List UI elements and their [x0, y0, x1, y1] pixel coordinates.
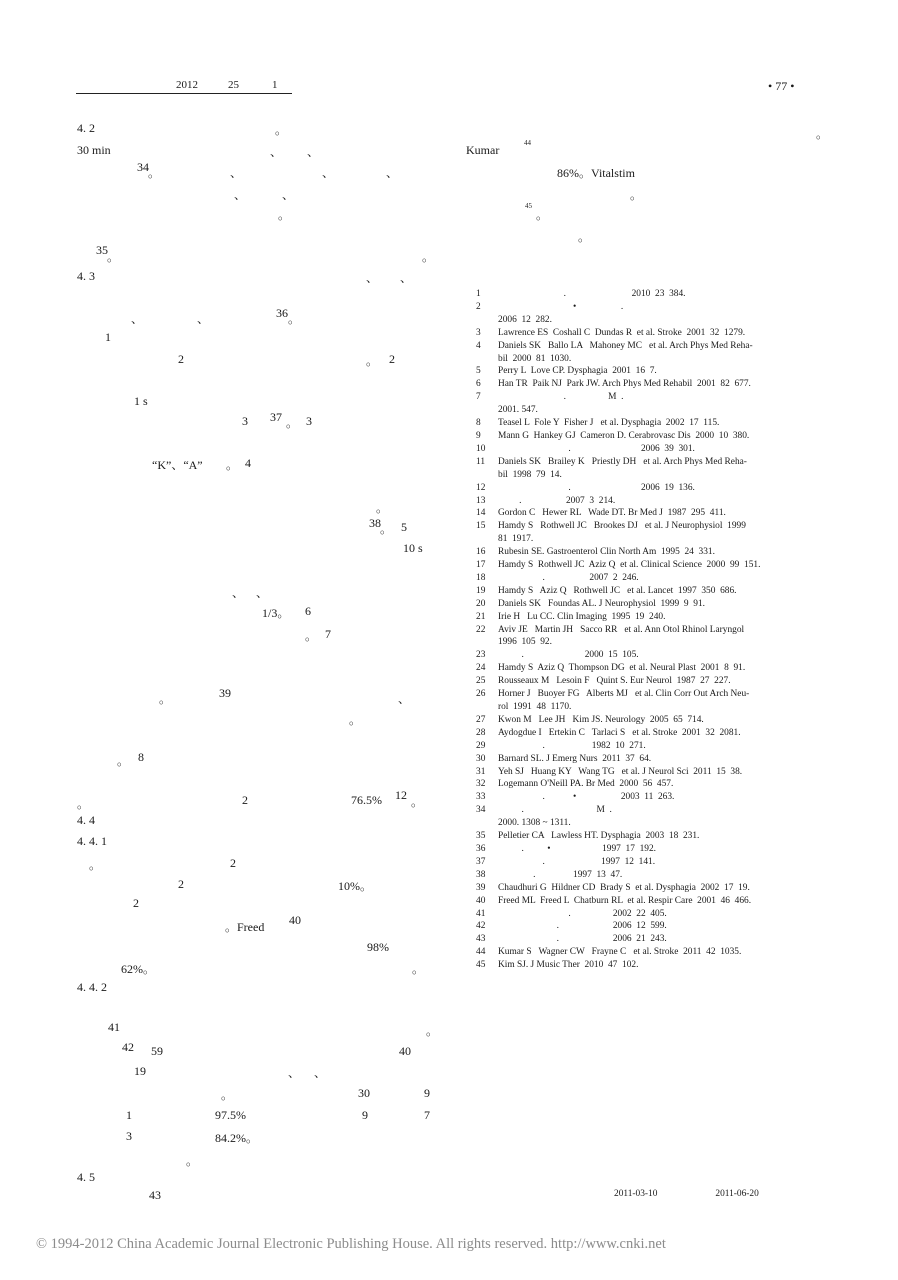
reference-text: Irie H Lu CC. Clin Imaging 1995 19 240.	[498, 611, 666, 622]
reference-text: Rousseaux M Lesoin F Quint S. Eur Neurol 1987 27 227.	[498, 676, 731, 687]
reference-item	[476, 791, 826, 804]
text-fragment: 97.5%	[215, 1108, 246, 1122]
reference-number: 32	[476, 779, 486, 790]
text-fragment: “K”、“A”	[152, 458, 203, 472]
reference-item	[476, 959, 826, 972]
text-fragment: 3	[126, 1129, 132, 1143]
reference-item	[476, 456, 826, 469]
reference-number: 12	[476, 482, 486, 493]
punctuation: 、	[230, 166, 243, 180]
reference-item	[476, 636, 826, 649]
reference-item	[476, 740, 826, 753]
reference-number: 4	[476, 340, 481, 351]
punctuation: 。	[305, 629, 318, 643]
reference-item	[476, 714, 826, 727]
reference-number: 34	[476, 805, 486, 816]
reference-item	[476, 417, 826, 430]
reference-number: 6	[476, 379, 481, 390]
section-heading: 4. 4. 2	[77, 980, 107, 994]
reference-item	[476, 520, 826, 533]
reference-item	[476, 546, 826, 559]
reference-text: Freed ML Freed L Chatburn RL et al. Respir Care 2001 46 466.	[498, 895, 752, 906]
punctuation: 、	[270, 145, 283, 159]
reference-text: . • 1997 17 192.	[498, 843, 656, 854]
reference-number: 44	[476, 947, 486, 958]
punctuation: 、	[232, 586, 245, 600]
punctuation: 、	[314, 1066, 327, 1080]
reference-text: 2001. 547.	[498, 405, 538, 416]
reference-text: Aviv JE Martin JH Sacco RR et al. Ann Otol Rhinol Laryngol	[498, 624, 745, 635]
reference-text: Lawrence ES Coshall C Dundas R et al. Stroke 2001 32 1279.	[498, 327, 746, 338]
reference-number	[476, 469, 498, 482]
punctuation: 。	[275, 123, 288, 137]
punctuation: 。	[288, 312, 301, 326]
citation-superscript: 40	[289, 913, 301, 927]
reference-text: Chaudhuri G Hildner CD Brady S et al. Dysphagia 2002 17 19.	[498, 882, 750, 893]
article-dates	[614, 1189, 759, 1199]
reference-text: Hamdy S Aziz Q Thompson DG et al. Neural Plast 2001 8 91.	[498, 663, 746, 674]
text-fragment: 3	[306, 414, 312, 428]
reference-number: 11	[476, 456, 486, 467]
reference-text: 2000. 1308 ~ 1311.	[498, 818, 571, 829]
citation-superscript: 44	[524, 139, 531, 147]
punctuation: 、	[307, 145, 320, 159]
references-list	[476, 288, 826, 972]
reference-text: Han TR Paik NJ Park JW. Arch Phys Med Rehabil 2001 82 677.	[498, 379, 751, 390]
reference-number: 39	[476, 882, 486, 893]
reference-number: 24	[476, 663, 486, 674]
reference-text: Daniels SK Ballo LA Mahoney MC et al. Arch Phys Med Reha-	[498, 340, 753, 351]
punctuation: 。	[349, 713, 362, 727]
reference-item	[476, 301, 826, 314]
citation-superscript: 41	[108, 1020, 120, 1034]
punctuation: 。	[536, 208, 549, 222]
journal-volume: 25	[228, 79, 239, 91]
text-fragment: 62%。	[121, 962, 155, 976]
reference-item	[476, 495, 826, 508]
reference-number: 28	[476, 727, 486, 738]
citation-superscript: 34	[137, 160, 149, 174]
text-fragment: 2	[178, 352, 184, 366]
reference-text: Pelletier CA Lawless HT. Dysphagia 2003 18 231.	[498, 831, 700, 842]
reference-number: 42	[476, 921, 486, 932]
text-fragment: 98%	[367, 940, 389, 954]
reference-item	[476, 624, 826, 637]
reference-number: 9	[476, 430, 481, 441]
reference-text: Kim SJ. J Music Ther 2010 47 102.	[498, 960, 639, 971]
text-fragment: 2	[242, 793, 248, 807]
reference-item	[476, 365, 826, 378]
punctuation: 。	[117, 754, 130, 768]
reference-item	[476, 378, 826, 391]
reference-number	[476, 314, 498, 327]
journal-issue: 1	[272, 79, 278, 91]
reference-text: . 1982 10 271.	[498, 740, 646, 751]
text-fragment: 。Freed	[225, 920, 265, 934]
reference-item	[476, 856, 826, 869]
reference-item	[476, 572, 826, 585]
reference-number: 10	[476, 443, 486, 454]
page-number: • 77 •	[768, 79, 795, 93]
reference-text: Daniels SK Foundas AL. J Neurophysiol 1999 9 91.	[498, 598, 706, 609]
reference-text: Logemann O'Neill PA. Br Med 2000 56 457.	[498, 779, 674, 790]
reference-text: 2006 12 282.	[498, 314, 552, 325]
reference-item	[476, 404, 826, 417]
punctuation: 。	[380, 522, 393, 536]
reference-item	[476, 882, 826, 895]
reference-number	[476, 404, 498, 417]
citation-superscript: 36	[276, 306, 288, 320]
reference-number: 38	[476, 869, 486, 880]
punctuation: 。	[221, 1088, 234, 1102]
reference-item	[476, 766, 826, 779]
reference-number: 33	[476, 792, 486, 803]
reference-text: . 2006 21 243.	[498, 934, 667, 945]
punctuation: 。	[89, 858, 102, 872]
text-fragment: 1	[105, 330, 111, 344]
reference-item	[476, 469, 826, 482]
text-fragment: 10 s	[403, 541, 423, 555]
punctuation: 。	[411, 795, 424, 809]
reference-text: Hamdy S Rothwell JC Brookes DJ et al. J Neurophysiol 1999	[498, 521, 746, 532]
reference-number: 35	[476, 831, 486, 842]
reference-number	[476, 636, 498, 649]
reference-number: 43	[476, 934, 486, 945]
text-fragment: 1	[126, 1108, 132, 1122]
reference-number: 40	[476, 895, 486, 906]
reference-item	[476, 920, 826, 933]
text-fragment: 9	[424, 1086, 430, 1100]
punctuation: 。	[426, 1024, 439, 1038]
reference-item	[476, 443, 826, 456]
reference-number: 14	[476, 508, 486, 519]
text-fragment: 6	[305, 604, 311, 618]
section-heading: 4. 3	[77, 269, 95, 283]
reference-text: Hamdy S Rothwell JC Aziz Q et al. Clinical Science 2000 99 151.	[498, 560, 761, 571]
punctuation: 。	[816, 127, 829, 141]
received-date: 2011-03-10	[614, 1189, 658, 1199]
punctuation: 。	[77, 797, 90, 811]
reference-text: Rubesin SE. Gastroenterol Clin North Am 1995 24 331.	[498, 547, 715, 558]
reference-item	[476, 701, 826, 714]
reference-number: 3	[476, 327, 481, 338]
reference-item	[476, 430, 826, 443]
reference-item	[476, 933, 826, 946]
reference-item	[476, 340, 826, 353]
punctuation: 、	[131, 312, 144, 326]
text-fragment: 40	[399, 1044, 411, 1058]
reference-item	[476, 598, 826, 611]
reference-item	[476, 804, 826, 817]
text-fragment: 2	[178, 877, 184, 891]
reference-text: . 2006 19 136.	[498, 482, 695, 493]
reference-item	[476, 611, 826, 624]
reference-item	[476, 288, 826, 301]
reference-number	[476, 353, 498, 366]
citation-superscript: 38	[369, 516, 381, 530]
text-fragment: 7	[424, 1108, 430, 1122]
reference-number: 25	[476, 676, 486, 687]
reference-text: Perry L Love CP. Dysphagia 2001 16 7.	[498, 366, 657, 377]
punctuation: 、	[282, 188, 295, 202]
punctuation: 。	[366, 354, 379, 368]
reference-number: 31	[476, 766, 486, 777]
reference-text: . 2000 15 105.	[498, 650, 639, 661]
reference-number	[476, 817, 498, 830]
reference-item	[476, 830, 826, 843]
reference-text: Kwon M Lee JH Kim JS. Neurology 2005 65 714.	[498, 714, 704, 725]
reference-number: 18	[476, 572, 486, 583]
reference-number: 15	[476, 521, 486, 532]
reference-number: 7	[476, 392, 481, 403]
reference-item	[476, 482, 826, 495]
reference-number	[476, 701, 498, 714]
punctuation: 。	[159, 692, 172, 706]
reference-item	[476, 662, 826, 675]
reference-text: Daniels SK Brailey K Priestly DH et al. Arch Phys Med Reha-	[498, 456, 747, 467]
reference-text: . 2007 3 214.	[498, 495, 616, 506]
punctuation: 、	[386, 166, 399, 180]
reference-number: 30	[476, 753, 486, 764]
reference-text: Horner J Buoyer FG Alberts MJ et al. Clin Corr Out Arch Neu-	[498, 689, 750, 700]
reference-item	[476, 817, 826, 830]
reference-number: 2	[476, 301, 481, 312]
revised-date: 2011-06-20	[715, 1189, 759, 1199]
reference-item	[476, 649, 826, 662]
reference-text: 1996 105 92.	[498, 637, 552, 648]
reference-number: 20	[476, 598, 486, 609]
reference-item	[476, 675, 826, 688]
punctuation: 。	[226, 458, 239, 472]
citation-superscript: 12	[395, 788, 407, 802]
reference-number: 1	[476, 289, 481, 299]
reference-text: bil 1998 79 14.	[498, 469, 562, 480]
text-fragment: 10%。	[338, 879, 372, 893]
text-fragment: 59	[151, 1044, 163, 1058]
reference-number: 16	[476, 547, 486, 558]
text-fragment: 30	[358, 1086, 370, 1100]
text-fragment: 2	[133, 896, 139, 910]
copyright-footer: © 1994-2012 China Academic Journal Electronic Publishing House. All rights reserved. http://www.cnki.net	[36, 1236, 666, 1252]
citation-superscript: 37	[270, 410, 282, 424]
text-fragment: 8	[138, 750, 144, 764]
text-fragment: 5	[401, 520, 407, 534]
text-fragment: 7	[325, 627, 331, 641]
reference-text: . 2007 2 246.	[498, 572, 639, 583]
reference-text: Yeh SJ Huang KY Wang TG et al. J Neurol Sci 2011 15 38.	[498, 766, 743, 777]
text-fragment: 4	[245, 456, 251, 470]
reference-item	[476, 946, 826, 959]
reference-item	[476, 778, 826, 791]
text-fragment: 2	[389, 352, 395, 366]
reference-item	[476, 727, 826, 740]
reference-text: Mann G Hankey GJ Cameron D. Cerabrovasc Dis 2000 10 380.	[498, 430, 750, 441]
reference-number: 5	[476, 366, 481, 377]
reference-item	[476, 391, 826, 404]
punctuation: 。	[578, 230, 591, 244]
reference-number: 26	[476, 689, 486, 700]
reference-number	[476, 533, 498, 546]
punctuation: 、	[256, 586, 269, 600]
reference-number: 22	[476, 624, 486, 635]
text-fragment: 86%。Vitalstim	[557, 166, 635, 180]
reference-number: 41	[476, 908, 486, 919]
journal-year: 2012	[176, 79, 198, 91]
reference-text: . 2006 12 599.	[498, 921, 667, 932]
reference-text: Aydogdue I Ertekin C Tarlaci S et al. Stroke 2001 32 2081.	[498, 727, 741, 738]
reference-number: 8	[476, 418, 481, 429]
reference-text: Barnard SL. J Emerg Nurs 2011 37 64.	[498, 753, 652, 764]
punctuation: 。	[186, 1154, 199, 1168]
reference-item	[476, 585, 826, 598]
reference-text: bil 2000 81 1030.	[498, 353, 572, 364]
reference-text: Gordon C Hewer RL Wade DT. Br Med J 1987 295 411.	[498, 508, 726, 519]
section-heading: 4. 4. 1	[77, 834, 107, 848]
reference-text: . 2002 22 405.	[498, 908, 667, 919]
punctuation: 。	[376, 501, 389, 515]
reference-item	[476, 559, 826, 572]
section-heading: 4. 5	[77, 1170, 95, 1184]
reference-text: 81 1917.	[498, 534, 534, 545]
reference-text: Teasel L Fole Y Fisher J et al. Dysphagia 2002 17 115.	[498, 418, 720, 429]
text-fragment: 30 min	[77, 143, 111, 157]
reference-text: . 2010 23 384.	[498, 289, 686, 299]
reference-text: . 1997 12 141.	[498, 856, 656, 867]
reference-number: 36	[476, 843, 486, 854]
punctuation: 。	[422, 250, 435, 264]
reference-item	[476, 353, 826, 366]
text-fragment: 1/3。	[262, 606, 290, 620]
citation-superscript: 43	[149, 1188, 161, 1202]
reference-text: . M .	[498, 392, 624, 403]
punctuation: 、	[322, 166, 335, 180]
text-fragment: 19	[134, 1064, 146, 1078]
reference-item	[476, 908, 826, 921]
citation-superscript: 45	[525, 202, 532, 210]
reference-item	[476, 869, 826, 882]
reference-number: 29	[476, 740, 486, 751]
text-fragment: 2	[230, 856, 236, 870]
reference-number: 27	[476, 714, 486, 725]
text-fragment: 76.5%	[351, 793, 382, 807]
reference-text: • .	[498, 301, 624, 312]
section-heading: 4. 4	[77, 813, 95, 827]
reference-number: 21	[476, 611, 486, 622]
reference-item	[476, 314, 826, 327]
reference-text: . 1997 13 47.	[498, 869, 623, 880]
text-fragment: 84.2%。	[215, 1131, 258, 1145]
reference-number: 45	[476, 960, 486, 971]
punctuation: 。	[286, 416, 299, 430]
punctuation: 、	[366, 271, 379, 285]
punctuation: 、	[398, 692, 411, 706]
reference-number: 37	[476, 856, 486, 867]
reference-item	[476, 843, 826, 856]
reference-text: Kumar S Wagner CW Frayne C et al. Stroke 2011 42 1035.	[498, 947, 742, 958]
section-heading: 4. 2	[77, 121, 95, 135]
punctuation: 。	[278, 208, 291, 222]
text-fragment: 1 s	[134, 394, 148, 408]
reference-text: . • 2003 11 263.	[498, 792, 675, 803]
reference-number: 17	[476, 560, 486, 571]
reference-text: . 2006 39 301.	[498, 443, 695, 454]
punctuation: 、	[197, 312, 210, 326]
reference-number: 23	[476, 650, 486, 661]
reference-number: 13	[476, 495, 486, 506]
punctuation: 、	[288, 1066, 301, 1080]
citation-superscript: 42	[122, 1040, 134, 1054]
punctuation: 。	[148, 166, 161, 180]
citation-superscript: 39	[219, 686, 231, 700]
reference-item	[476, 895, 826, 908]
punctuation: 。	[107, 250, 120, 264]
punctuation: 、	[400, 271, 413, 285]
text-fragment: 3	[242, 414, 248, 428]
left-column	[0, 0, 450, 1200]
reference-text: . M .	[498, 805, 612, 816]
reference-text: rol 1991 48 1170.	[498, 702, 572, 712]
text-fragment: 9	[362, 1108, 368, 1122]
reference-item	[476, 327, 826, 340]
reference-number: 19	[476, 585, 486, 596]
reference-item	[476, 753, 826, 766]
reference-text: Hamdy S Aziz Q Rothwell JC et al. Lancet 1997 350 686.	[498, 585, 737, 596]
reference-item	[476, 688, 826, 701]
text-fragment: Kumar	[466, 143, 500, 157]
punctuation: 。	[412, 962, 425, 976]
citation-superscript: 35	[96, 243, 108, 257]
reference-item	[476, 507, 826, 520]
punctuation: 、	[234, 188, 247, 202]
punctuation: 。	[630, 188, 643, 202]
reference-item	[476, 533, 826, 546]
